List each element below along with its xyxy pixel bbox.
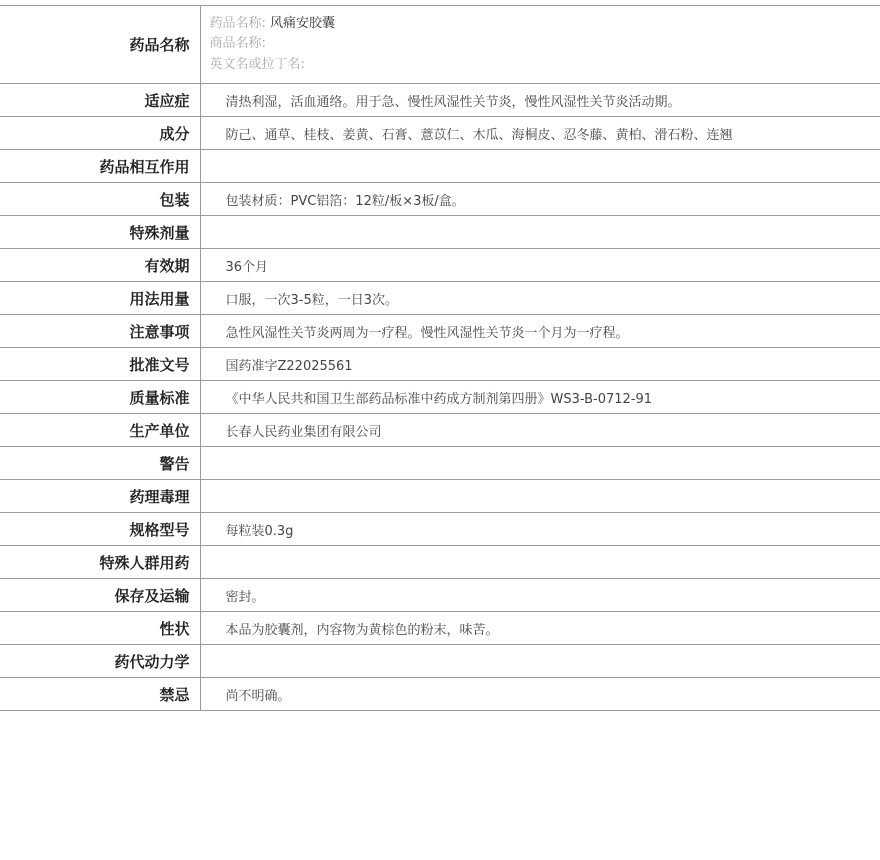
row-value [200, 645, 880, 678]
row-label: 禁忌 [0, 678, 200, 711]
row-value [200, 480, 880, 513]
row-value: 国药准字Z22025561 [200, 348, 880, 381]
row-value [200, 546, 880, 579]
row-value [200, 216, 880, 249]
row-label: 质量标准 [0, 381, 200, 414]
row-value: 尚不明确。 [200, 678, 880, 711]
row-label: 适应症 [0, 84, 200, 117]
table-row-storage [0, 579, 880, 612]
drug-name-label: 药品名称 [0, 6, 200, 84]
table-row-contraindications [0, 678, 880, 711]
row-value: 包装材质：PVC铝箔：12粒/板×3板/盒。 [200, 183, 880, 216]
table-row-precautions [0, 315, 880, 348]
table-row-special-populations [0, 546, 880, 579]
row-label: 性状 [0, 612, 200, 645]
row-value: 防己、通草、桂枝、姜黄、石膏、薏苡仁、木瓜、海桐皮、忍冬藤、黄柏、滑石粉、连翘 [200, 117, 880, 150]
row-label: 批准文号 [0, 348, 200, 381]
table-row-interactions [0, 150, 880, 183]
row-label: 规格型号 [0, 513, 200, 546]
row-value [200, 447, 880, 480]
generic-name-value: 风痛安胶囊 [270, 15, 336, 31]
table-row-dosage [0, 282, 880, 315]
row-label: 注意事项 [0, 315, 200, 348]
generic-name-key: 药品名称: [209, 15, 266, 31]
row-value: 每粒装0.3g [200, 513, 880, 546]
table-row-description [0, 612, 880, 645]
row-value: 密封。 [200, 579, 880, 612]
table-row-manufacturer [0, 414, 880, 447]
english-name-line [210, 55, 880, 76]
row-label: 包装 [0, 183, 200, 216]
row-value: 36个月 [200, 249, 880, 282]
row-value: 急性风湿性关节炎两周为一疗程。慢性风湿性关节炎一个月为一疗程。 [200, 315, 880, 348]
row-label: 药理毒理 [0, 480, 200, 513]
table-row-warning [0, 447, 880, 480]
table-row-pharmacokinetics [0, 645, 880, 678]
drug-info-table [0, 5, 880, 711]
row-label: 生产单位 [0, 414, 200, 447]
row-value: 长春人民药业集团有限公司 [200, 414, 880, 447]
table-row-special-dosage [0, 216, 880, 249]
table-row-approval-number [0, 348, 880, 381]
table-row-indications [0, 84, 880, 117]
row-label: 有效期 [0, 249, 200, 282]
row-label: 警告 [0, 447, 200, 480]
row-value: 口服，一次3-5粒，一日3次。 [200, 282, 880, 315]
row-label: 用法用量 [0, 282, 200, 315]
row-value: 本品为胶囊剂，内容物为黄棕色的粉末，味苦。 [200, 612, 880, 645]
row-label: 特殊人群用药 [0, 546, 200, 579]
trade-name-key: 商品名称: [209, 36, 266, 52]
generic-name-line [210, 14, 880, 35]
table-row-shelf-life [0, 249, 880, 282]
table-row-quality-standard [0, 381, 880, 414]
row-label: 特殊剂量 [0, 216, 200, 249]
table-row-ingredients [0, 117, 880, 150]
row-value: 清热利湿，活血通络。用于急、慢性风湿性关节炎，慢性风湿性关节炎活动期。 [200, 84, 880, 117]
row-value [200, 150, 880, 183]
table-row-packaging [0, 183, 880, 216]
table-row-specification [0, 513, 880, 546]
drug-name-cell [200, 6, 880, 84]
row-label: 药品相互作用 [0, 150, 200, 183]
drug-name-row [0, 6, 880, 84]
table-row-pharmacology [0, 480, 880, 513]
english-name-key: 英文名或拉丁名: [209, 56, 305, 72]
trade-name-line [210, 34, 880, 55]
row-label: 药代动力学 [0, 645, 200, 678]
row-value: 《中华人民共和国卫生部药品标准中药成方制剂第四册》WS3-B-0712-91 [200, 381, 880, 414]
row-label: 保存及运输 [0, 579, 200, 612]
row-label: 成分 [0, 117, 200, 150]
